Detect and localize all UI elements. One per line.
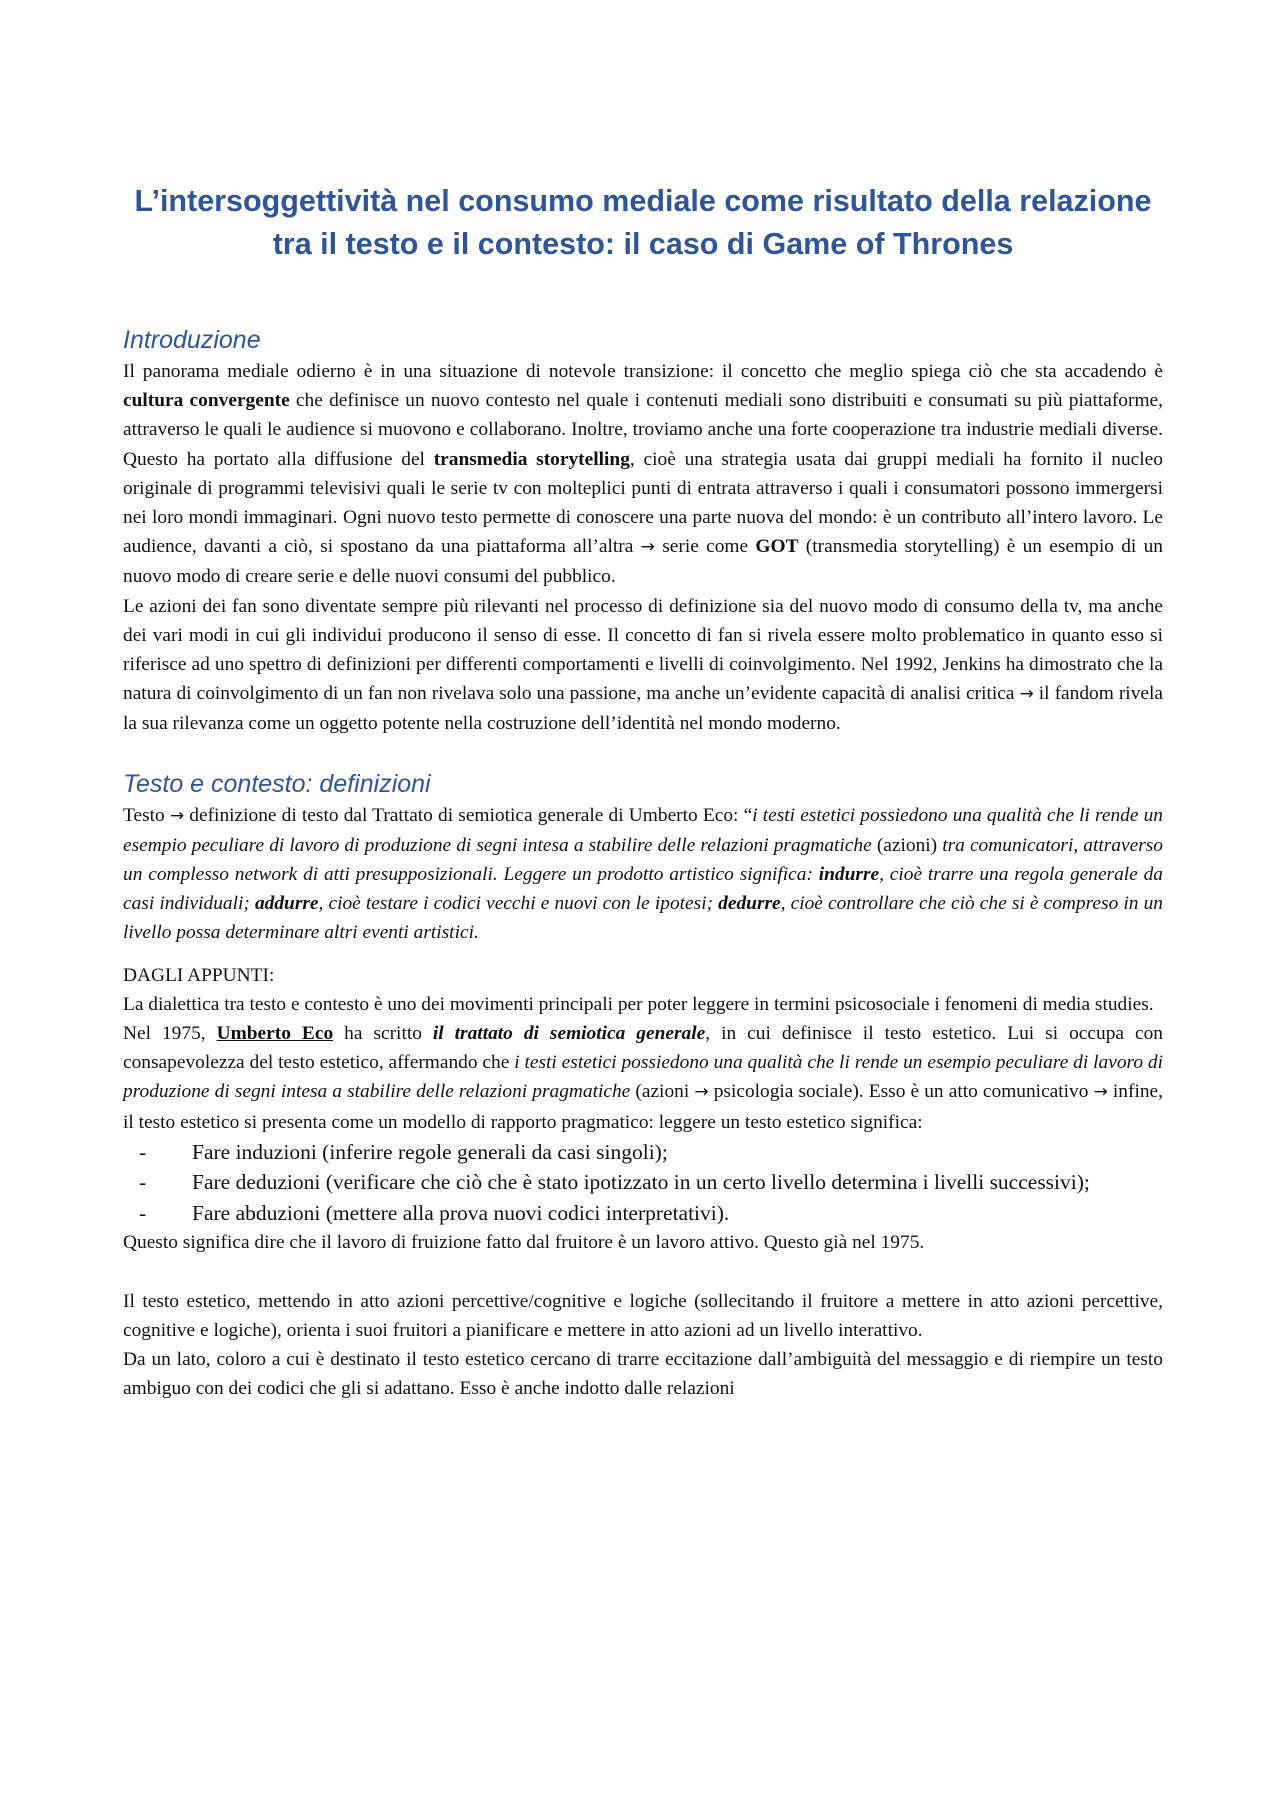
notes-paragraph-2: [123, 1019, 1163, 1137]
arrow-icon: →: [1019, 684, 1034, 705]
notes-paragraph-5: Da un lato, coloro a cui è destinato il testo estetico cercano di trarre eccitazione dall’ambiguità del messaggio e di riempire un testo ambiguo con dei codici che gli si adattano. Esso è anche indotto dalle relazioni: [123, 1348, 1163, 1400]
arrow-icon: →: [169, 805, 185, 826]
list-item: [123, 1167, 1163, 1198]
italic-run: i testi estetici possiedono una qualità che li rende un esempio peculiare di lavoro di produzione di segni intesa a stabilire delle relazioni pragmatiche: [123, 1052, 1163, 1103]
list-item-text: Fare deduzioni (verificare che ciò che è stato ipotizzato in un certo livello determina i livelli successivi);: [192, 1170, 1090, 1195]
italic-run: i testi estetici possiedono una qualità che li rende un esempio peculiare di lavoro di produzione di segni intesa a stabilire delle relazioni pragmatiche: [123, 804, 1164, 856]
list-item-text: Fare abduzioni (mettere alla prova nuovi codici interpretativi).: [192, 1200, 730, 1225]
text-run: Nel 1975,: [123, 1023, 217, 1045]
list-item: [123, 1137, 1163, 1168]
text-run: Le azioni dei fan sono diventate sempre più rilevanti nel processo di definizione sia del nuovo modo di consumo della tv, ma anche dei vari modi in cui gli individui producono il senso di esse. Il concetto di fan si rivela essere molto problematico in quanto esso si riferisce ad uno spettro di definizioni per differenti comportamenti e livelli di coinvolgimento. Nel 1992, Jenkins ha dimostrato che la natura di coinvolgimento di un fan non rivelava solo una passione, ma anche un’evidente capacità di analisi critica: [123, 595, 1163, 705]
notes-label: DAGLI APPUNTI:: [123, 964, 275, 986]
arrow-icon: →: [1093, 1082, 1108, 1103]
section-heading-testo-contesto: Testo e contesto: definizioni: [123, 769, 431, 798]
bullet-marker: -: [139, 1200, 147, 1225]
bullet-marker: -: [139, 1139, 147, 1164]
text-run: il fandom rivela la sua rilevanza come un oggetto potente nella costruzione dell’identità nel mondo moderno.: [123, 683, 1163, 735]
bold-term-got: GOT: [755, 536, 799, 558]
list-item: [123, 1198, 1163, 1229]
text-run: ha scritto: [333, 1023, 433, 1045]
italic-run: , cioè trarre una regola generale da casi individuali;: [123, 864, 1163, 915]
bold-italic-term-dedurre: dedurre: [718, 893, 781, 915]
text-run: , cioè una strategia usata dai gruppi mediali ha fornito il nucleo originale di programmi televisivi quali le serie tv con molteplici punti di entrata attraverso i quali i consumatori possono immergersi nei loro mondi immaginari. Ogni nuovo testo permette di conoscere una parte nuova del mondo: è un contributo all’intero lavoro. Le audience, davanti a ciò, si spostano da una piattaforma all’altra: [123, 448, 1163, 558]
notes-paragraph-1: La dialettica tra testo e contesto è uno dei movimenti principali per poter leggere in termini psicosociale i fenomeni di media studies.: [123, 993, 1154, 1015]
bullet-marker: -: [139, 1170, 147, 1195]
notes-paragraph-3: Questo significa dire che il lavoro di fruizione fatto dal fruitore è un lavoro attivo. Questo già nel 1975.: [123, 1232, 925, 1254]
italic-run: , cioè controllare che ciò che si è compreso in un livello possa determinare altri eventi artistici.: [123, 893, 1163, 944]
section-heading-introduzione: Introduzione: [123, 326, 261, 354]
text-run: infine, il testo estetico si presenta come un modello di rapporto pragmatico: leggere un testo estetico significa:: [123, 1081, 1163, 1133]
text-run: serie come: [654, 536, 756, 558]
text-run: (azioni): [871, 834, 943, 856]
section-spacer: [123, 739, 1163, 768]
bold-italic-book-title: il trattato di semiotica generale: [432, 1023, 706, 1045]
bullet-list: [123, 1137, 1163, 1229]
bold-italic-term-indurre: indurre: [818, 864, 880, 886]
italic-run: , cioè testare i codici vecchi e nuovi con le ipotesi;: [318, 893, 719, 915]
text-run: che definisce un nuovo contesto nel quale i contenuti mediali sono distribuiti e consumati su più piattaforme, attraverso le quali le audience si muovono e collaborano. Inoltre, troviamo anche una forte cooperazione tra industrie mediali diverse. Questo ha portato alla diffusione del: [123, 390, 1163, 470]
text-run: (azioni: [630, 1081, 695, 1103]
bold-term-cultura-convergente: cultura convergente: [123, 390, 290, 412]
bold-italic-term-addurre: addurre: [254, 893, 319, 915]
text-run: (transmedia storytelling) è un esempio di un nuovo modo di creare serie e delle nuovi consumi del pubblico.: [123, 536, 1163, 588]
paragraph-spacer: [123, 1258, 1163, 1287]
text-run: psicologia sociale). Esso è un atto comunicativo: [708, 1081, 1094, 1103]
definition-paragraph: [123, 801, 1163, 948]
text-run: Il panorama mediale odierno è in una situazione di notevole transizione: il concetto che meglio spiega ciò che sta accadendo è: [123, 361, 1163, 382]
text-run: Testo: [123, 804, 170, 826]
italic-run: tra comunicatori, attraverso un complesso network di atti presupposizionali. Leggere un prodotto artistico significa:: [123, 834, 1163, 886]
arrow-icon: →: [640, 537, 655, 558]
arrow-icon: →: [694, 1082, 709, 1103]
paragraph-spacer: [123, 948, 1163, 961]
notes-paragraph-4: Il testo estetico, mettendo in atto azioni percettive/cognitive e logiche (sollecitando il fruitore a mettere in atto azioni percettive, cognitive e logiche), orienta i suoi fruitori a pianificare e mettere in atto azioni ad un livello interattivo.: [123, 1290, 1163, 1341]
text-run: , in cui definisce il testo estetico. Lui si occupa con consapevolezza del testo estetico, affermando che: [123, 1023, 1163, 1074]
bold-underlined-name-umberto-eco: Umberto Eco: [216, 1023, 334, 1045]
intro-paragraph-2: [123, 592, 1163, 739]
text-run: definizione di testo dal Trattato di semiotica generale di Umberto Eco: “: [184, 804, 753, 826]
list-item-text: Fare induzioni (inferire regole generali da casi singoli);: [192, 1139, 668, 1164]
bold-term-transmedia-storytelling: transmedia storytelling: [433, 448, 630, 470]
intro-paragraph-1: [123, 357, 1163, 592]
document-title: L’intersoggettività nel consumo mediale come risultato della relazione tra il testo e il contesto: il caso di Game of Thrones: [134, 184, 1152, 261]
